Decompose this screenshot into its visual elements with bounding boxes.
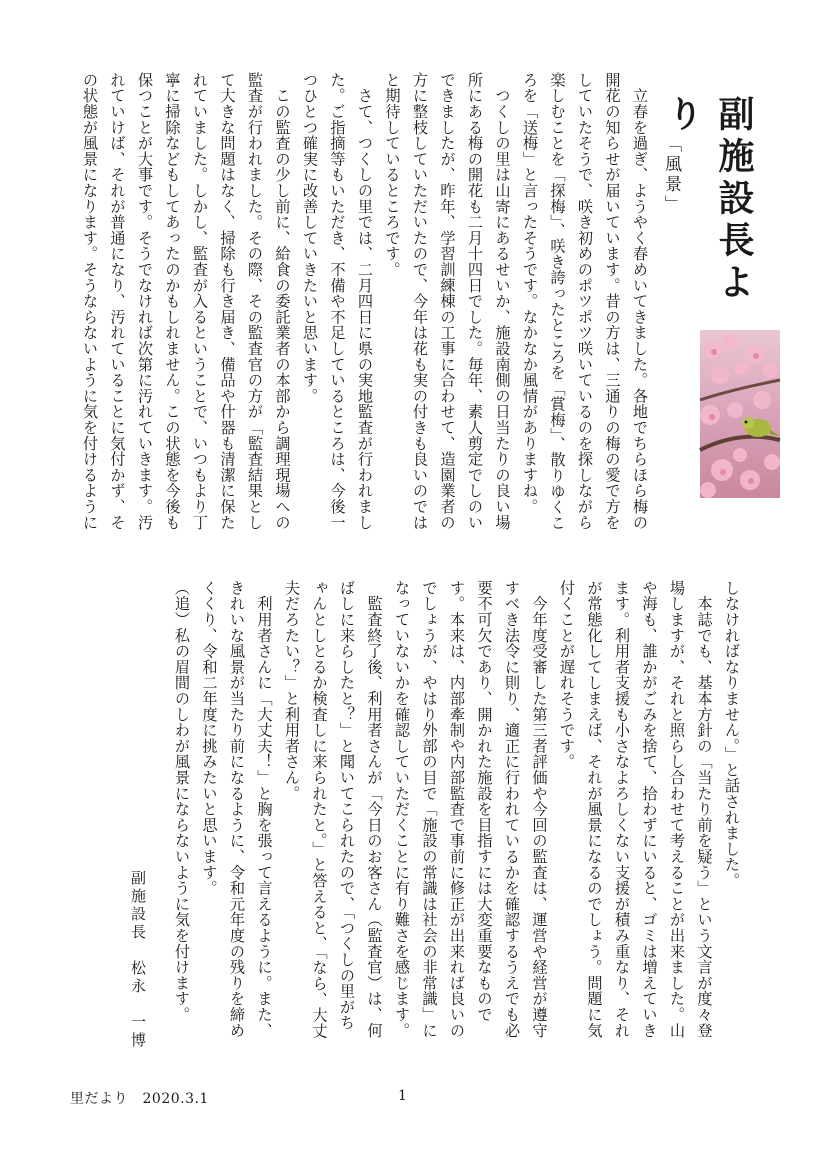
top-paragraph-2: つくしの里は山寄にあるせいか、施設南側の日当たりの良い場所にある梅の開花も二月十四日でした。毎年、素人剪定でしのいできましたが、昨年、学習訓練棟の工事に合わせて、造園業者の方に整枝していただいたので、今年は花も実の付きも良いのではと期待しているところです。	[383, 72, 512, 531]
publication-date: 里だより 2020.3.1	[70, 1091, 209, 1107]
bottom-paragraph-1: しなければなりません。」と話されました。	[723, 580, 741, 889]
top-paragraph-4: この監査の少し前に、給食の委託業者の本部から調理現場への監査が行われました。その際、その監査官の方が「監査結果として大きな問題はなく、掃除も行き届き、備品や什器も清潔に保たれていました。しかし、監査が入るということで、いつもより丁寧に掃除などもしてあったのかもしれません。この状態を今後も保つことが大事です。そうでなければ次第に汚れていきます。汚れていけば、それが普通になり、汚れていることに気付かず、その状態が風景になります。そうならないように気を付けるように	[81, 72, 292, 531]
bottom-paragraph-2: 本誌でも、基本方針の「当たり前を疑う」という文言が度々登場しますが、それと照らし合わせて考えることが出来ました。山や海も、誰かがごみを捨て、拾わずにいると、ゴミは増えていきます。利用者支援も小さなよろしくない支援が積み重なり、それが常態化してしまえば、それが風景になるのでしょう。問題に気付くことが遅れそうです。	[558, 580, 714, 1039]
top-paragraph-3: さて、つくしの里では、二月四日に県の実地監査が行われました。ご指摘等もいただき、不備や不足しているところは、今後一つひとつ確実に改善していきたいと思います。	[301, 72, 374, 531]
bottom-paragraph-4: 監査終了後、利用者さんが「今日のお客さん（監査官）は、何ばしに来らしたと？」と聞いてこられたので、「つくしの里がちゃんとしとるか検査しに来られたと。」と答えると、「なら、大丈夫だろたい？」と利用者さん。	[283, 580, 384, 1039]
top-paragraph-1: 立春を過ぎ、ようやく春めいてきました。各地でちらほら梅の開花の知らせが届いています。昔の方は、三通りの梅の愛で方をしていたそうで、咲き初めのポツポツ咲いているのを探しながら楽しむことを「探梅」、咲き誇ったところを「賞梅」、散りゆくころを「送梅」と言ったそうです。なかなか風情がありますね。	[521, 72, 649, 531]
article-top-text	[81, 72, 653, 537]
bottom-paragraph-6: （追）私の眉間のしわが風景にならないように気を付けます。	[173, 580, 191, 1023]
signature: 副施設長 松永 一博	[129, 870, 147, 1050]
section-subtitle: 「風景」	[661, 135, 681, 215]
bottom-paragraph-5: 利用者さんに「大丈夫！」と胸を張って言えるように。また、きれいな風景が当たり前になるように、令和元年度の残りを締めくくり、令和二年度に挑みたいと思います。	[200, 580, 274, 1039]
bottom-paragraph-3: 今年度受審した第三者評価や今回の監査は、運営や経営が遵守すべき法令に則り、適正に行われているかを確認するうえでも必要不可欠であり、開かれた施設を目指すには大変重要なものです。本来は、内部牽制や内部監査で事前に修正が出来れば良いのでしょうが、やはり外部の目で「施設の常識は社会の非常識」になっていないかを確認していただくことに有り難さを感じます。	[393, 580, 549, 1039]
cherry-blossom-image	[700, 330, 780, 498]
page-number: 1	[398, 1088, 407, 1104]
article-bottom-text	[170, 580, 745, 1045]
page-title: 副施設長より	[662, 95, 755, 305]
cherry-blossom-photo	[700, 330, 780, 498]
